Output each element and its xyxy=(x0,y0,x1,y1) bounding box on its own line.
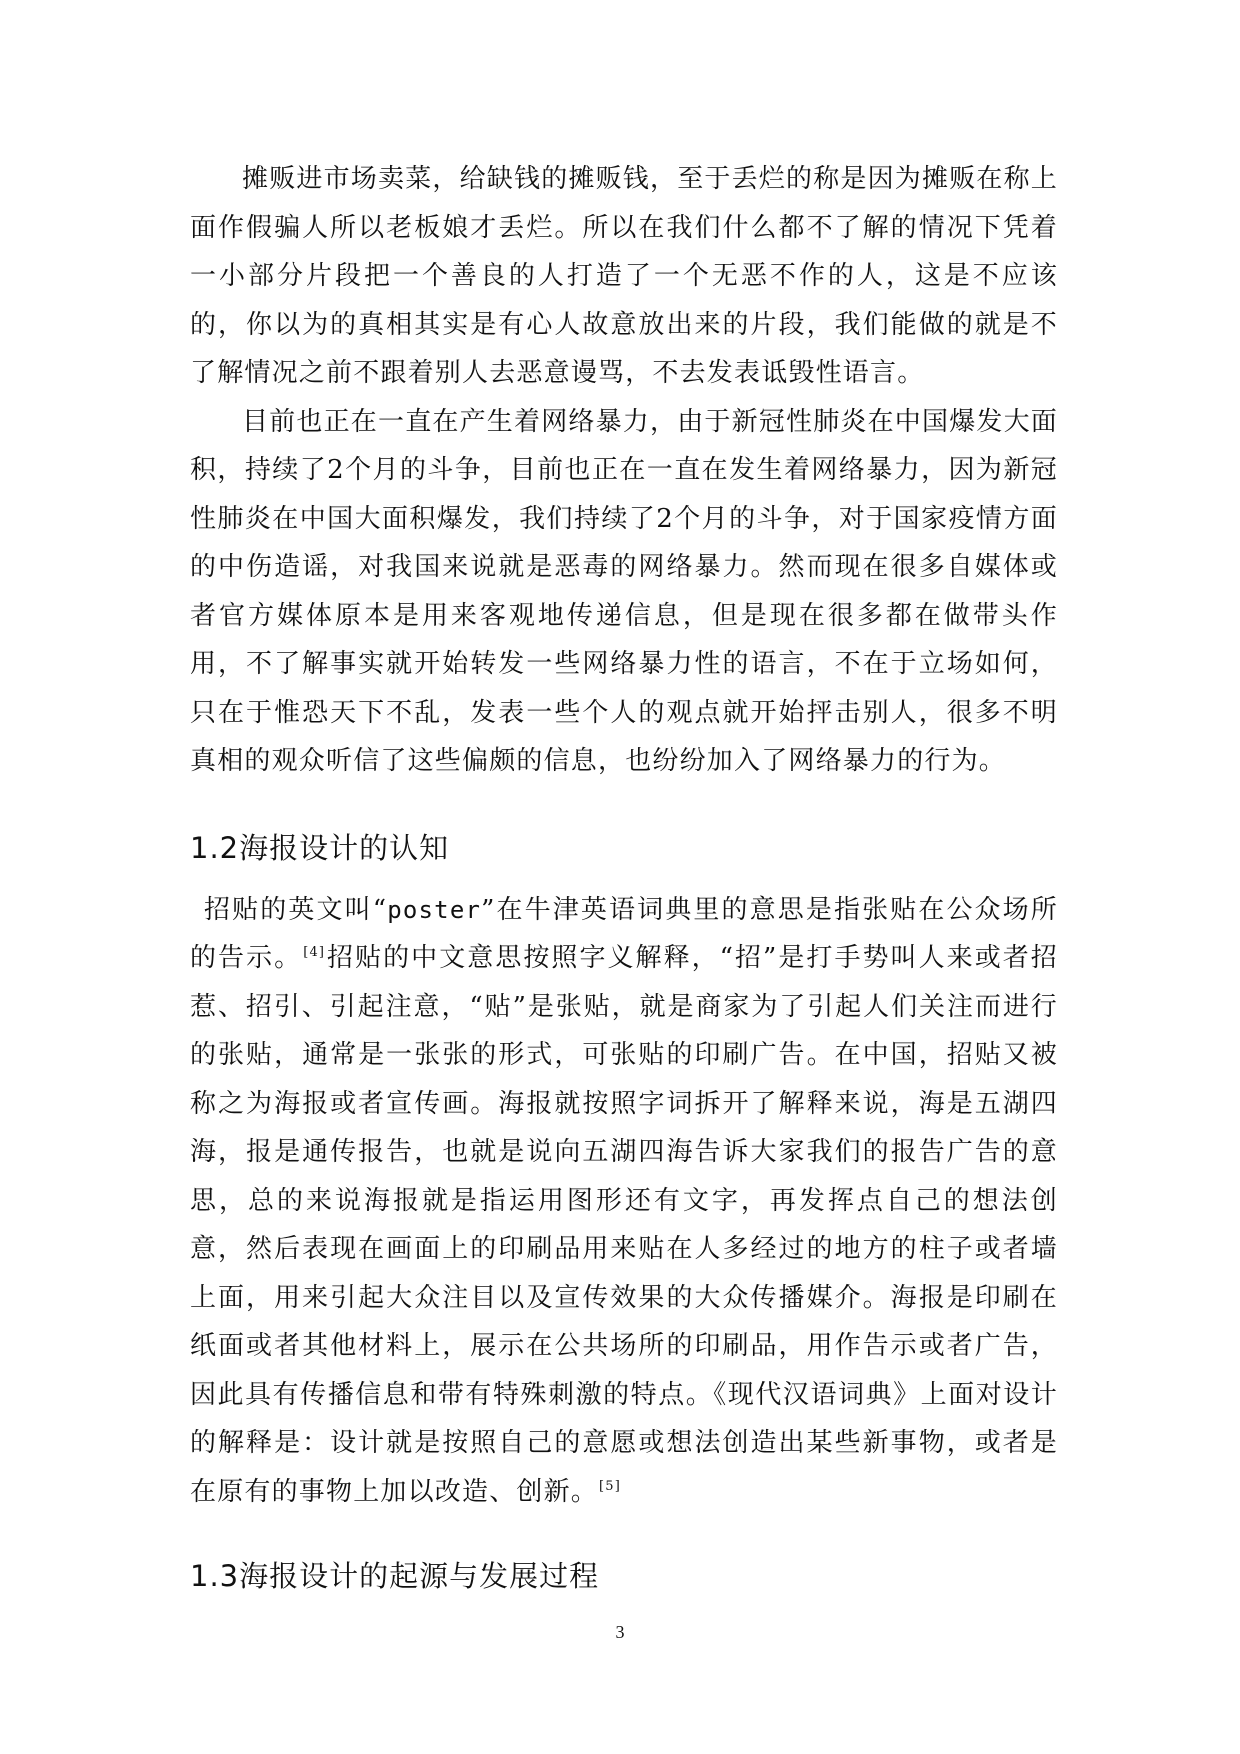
section-heading-1-2: 1.2海报设计的认知 xyxy=(190,830,450,865)
page-body xyxy=(190,155,1058,1600)
english-term: poster xyxy=(387,895,482,924)
text-segment: 招贴的中文意思按照字义解释，“招”是打手势叫人来或者招惹、招引、引起注意，“贴”是张贴，就是商家为了引起人们关注而进行的张贴，通常是一张张的形式，可张贴的印刷广告。在中国，招贴又被称之为海报或者宣传画。海报就按照字词拆开了解释来说，海是五湖四海，报是通传报告，也就是说向五湖四海告诉大家我们的报告广告的意思，总的来说海报就是指运用图形还有文字，再发挥点自己的想法创意，然后表现在画面上的印刷品用来贴在人多经过的地方的柱子或者墙上面，用来引起大众注目以及宣传效果的大众传播媒介。海报是印刷在纸面或者其他材料上，展示在公共场所的印刷品，用作告示或者广告，因此具有传播信息和带有特殊刺激的特点。《现代汉语词典》上面对设计的解释是：设计就是按照自己的意愿或想法创造出某些新事物，或者是在原有的事物上加以改造、创新。 xyxy=(190,943,1058,1507)
citation-ref-5: [5] xyxy=(599,1478,622,1494)
page-number: 3 xyxy=(615,1622,625,1642)
citation-ref-4: [4] xyxy=(303,945,326,961)
paragraph-poster-definition xyxy=(190,886,1058,1517)
section-heading-1-3: 1.3海报设计的起源与发展过程 xyxy=(190,1559,600,1593)
text-segment: 招贴的英文叫“ xyxy=(204,894,388,925)
text-segment: ”在牛津英语词典里的意思是指张贴在公众场所的告示。 xyxy=(190,894,1058,973)
paragraph-vendor-story: 摊贩进市场卖菜，给缺钱的摊贩钱，至于丢烂的称是因为摊贩在称上面作假骗人所以老板娘才丢烂。所以在我们什么都不了解的情况下凭着一小部分片段把一个善良的人打造了一个无恶不作的人，这是不应该的，你以为的真相其实是有心人故意放出来的片段，我们能做的就是不了解情况之前不跟着别人去恶意谩骂，不去发表诋毁性语言。 xyxy=(190,164,1059,388)
paragraph-cyber-violence: 目前也正在一直在产生着网络暴力，由于新冠性肺炎在中国爆发大面积，持续了2个月的斗争，目前也正在一直在发生着网络暴力，因为新冠性肺炎在中国大面积爆发，我们持续了2个月的斗争，对于国家疫情方面的中伤造谣，对我国来说就是恶毒的网络暴力。然而现在很多自媒体或者官方媒体原本是用来客观地传递信息，但是现在很多都在做带头作用，不了解事实就开始转发一些网络暴力性的语言，不在于立场如何，只在于惟恐天下不乱，发表一些个人的观点就开始抨击别人，很多不明真相的观众听信了这些偏颇的信息，也纷纷加入了网络暴力的行为。 xyxy=(190,406,1059,776)
